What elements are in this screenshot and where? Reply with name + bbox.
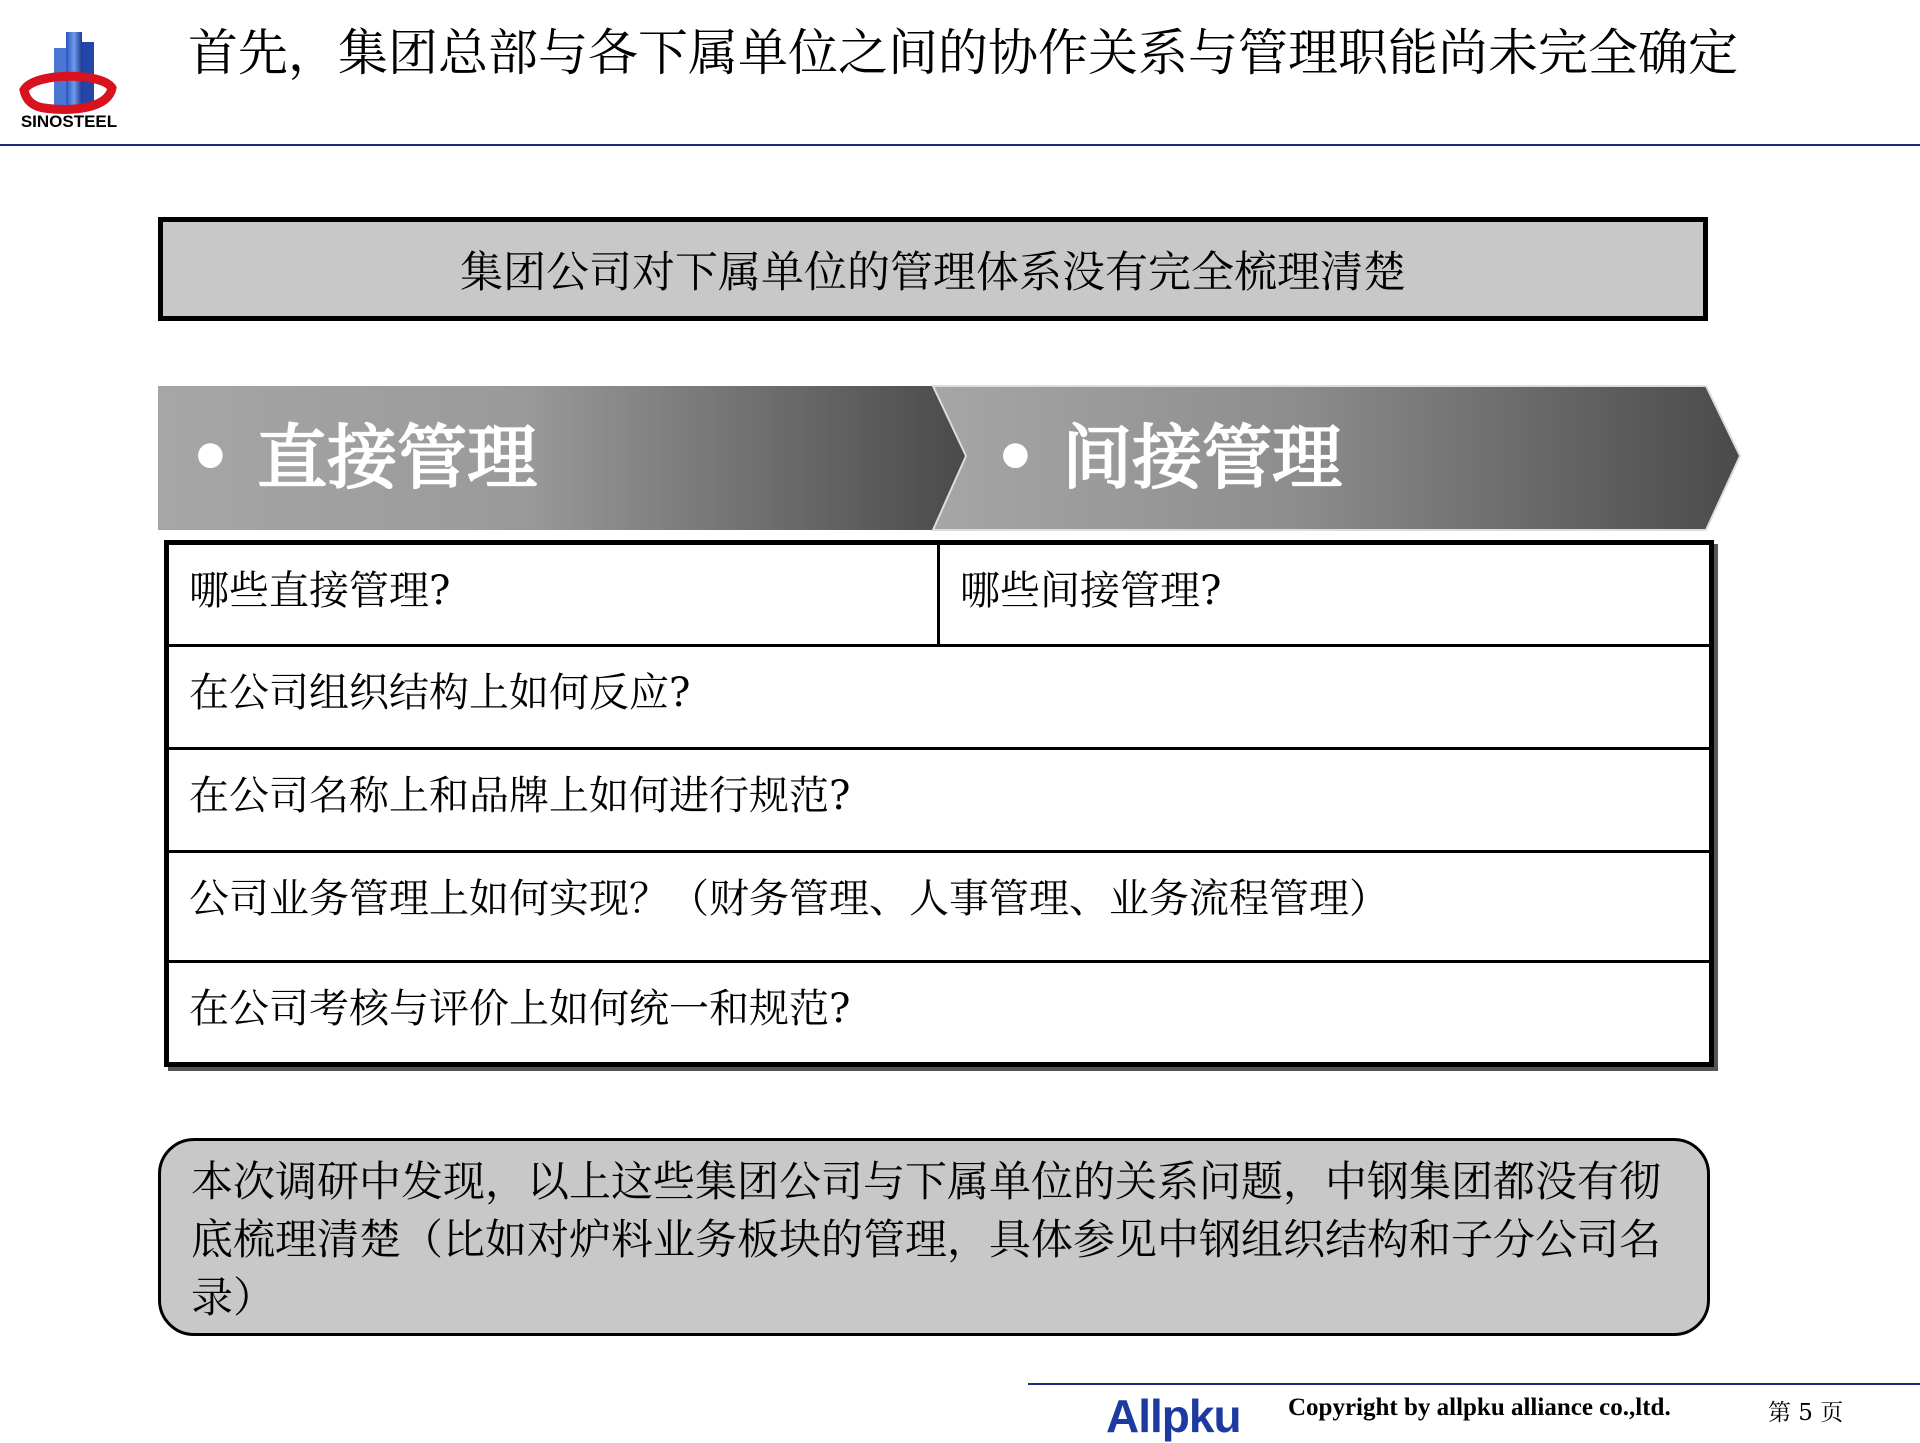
table-row xyxy=(167,852,1712,962)
table-cell: 哪些直接管理? xyxy=(167,543,939,646)
logo-wordmark: SINOSTEEL xyxy=(20,112,118,131)
question-table xyxy=(164,540,1714,1067)
table-row xyxy=(167,646,1712,749)
findings-text: 本次调研中发现，以上这些集团公司与下属单位的关系问题，中钢集团都没有彻底梳理清楚（比如对炉料业务板块的管理，具体参见中钢组织结构和子分公司名录） xyxy=(191,1157,1662,1322)
table-row xyxy=(167,543,1712,646)
slide-title: 首先，集团总部与各下属单位之间的协作关系与管理职能尚未完全确定 xyxy=(188,24,1738,82)
table-cell: 哪些间接管理? xyxy=(939,543,1712,646)
table-row xyxy=(167,749,1712,852)
copyright-text: Copyright by allpku alliance co.,ltd. xyxy=(1288,1394,1671,1421)
summary-text: 集团公司对下属单位的管理体系没有完全梳理清楚 xyxy=(460,247,1406,298)
table-cell: 在公司考核与评价上如何统一和规范? xyxy=(167,962,1712,1065)
table-cell: 公司业务管理上如何实现？（财务管理、人事管理、业务流程管理） xyxy=(167,852,1712,962)
table-cell: 在公司组织结构上如何反应? xyxy=(167,646,1712,749)
page-number: 第 5 页 xyxy=(1768,1400,1844,1426)
summary-box xyxy=(158,217,1708,321)
findings-box xyxy=(158,1138,1710,1336)
allpku-logo: Allpku xyxy=(1106,1390,1241,1442)
table-row xyxy=(167,962,1712,1065)
title-divider xyxy=(0,144,1920,146)
footer-divider xyxy=(1028,1383,1920,1385)
chevron-label-indirect: • 间接管理 xyxy=(993,416,1343,499)
chevron-label-direct: • 直接管理 xyxy=(188,416,538,499)
table-cell: 在公司名称上和品牌上如何进行规范? xyxy=(167,749,1712,852)
